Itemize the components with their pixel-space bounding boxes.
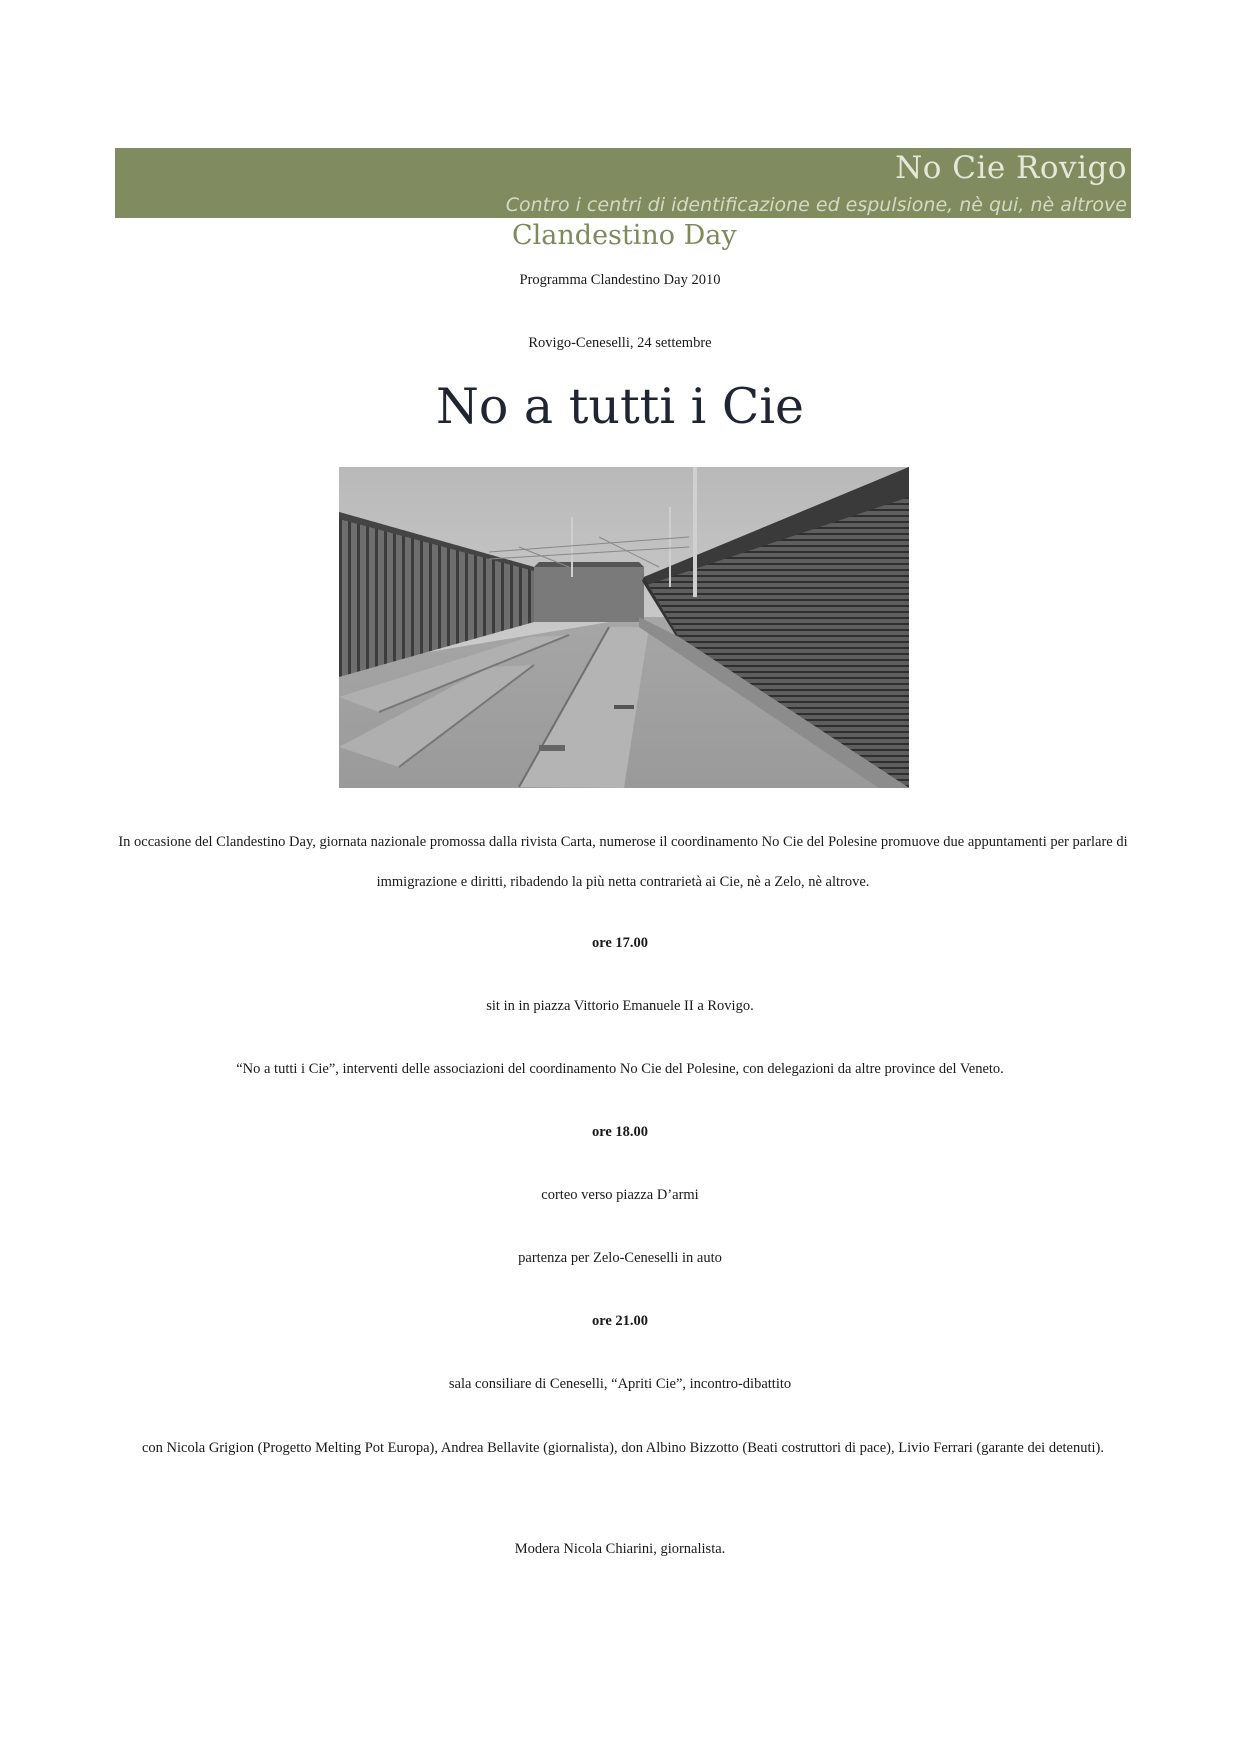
time-17: ore 17.00 bbox=[591, 935, 649, 951]
site-tagline: Contro i centri di identificazione ed espulsione, nè qui, nè altrove bbox=[505, 194, 1127, 216]
time-18: ore 18.00 bbox=[591, 1124, 649, 1140]
event-debate: sala consiliare di Ceneselli, “Apriti Cie”, incontro-dibattito bbox=[448, 1376, 792, 1392]
category-title[interactable]: Clandestino Day bbox=[512, 220, 737, 251]
header-band bbox=[115, 148, 1131, 218]
event-interventions: “No a tutti i Cie”, interventi delle associazioni del coordinamento No Cie del Polesine, con delegazioni da altre province del Veneto. bbox=[236, 1061, 1004, 1077]
photo-detention-center-fence-icon bbox=[339, 467, 909, 788]
event-march: corteo verso piazza D’armi bbox=[541, 1187, 699, 1203]
event-departure: partenza per Zelo-Ceneselli in auto bbox=[518, 1250, 722, 1266]
time-21: ore 21.00 bbox=[591, 1313, 649, 1329]
intro-paragraph: In occasione del Clandestino Day, giornata nazionale promossa dalla rivista Carta, numerose il coordinamento No Cie del Polesine promuove due appuntamenti per parlare di immigrazione e diritti, ribadendo la più netta contrarietà ai Cie, nè a Zelo, nè altrove. bbox=[118, 834, 1128, 890]
main-heading: No a tutti i Cie bbox=[435, 378, 805, 435]
site-title[interactable]: No Cie Rovigo bbox=[895, 150, 1127, 186]
event-sit-in: sit in in piazza Vittorio Emanuele II a Rovigo. bbox=[486, 998, 754, 1014]
event-moderator: Modera Nicola Chiarini, giornalista. bbox=[514, 1541, 726, 1557]
program-subtitle: Programma Clandestino Day 2010 bbox=[519, 272, 721, 288]
place-date: Rovigo-Ceneselli, 24 settembre bbox=[528, 335, 712, 351]
event-speakers: con Nicola Grigion (Progetto Melting Pot Europa), Andrea Bellavite (giornalista), don Albino Bizzotto (Beati costruttori di pace), Livio Ferrari (garante dei detenuti). bbox=[142, 1440, 1104, 1456]
